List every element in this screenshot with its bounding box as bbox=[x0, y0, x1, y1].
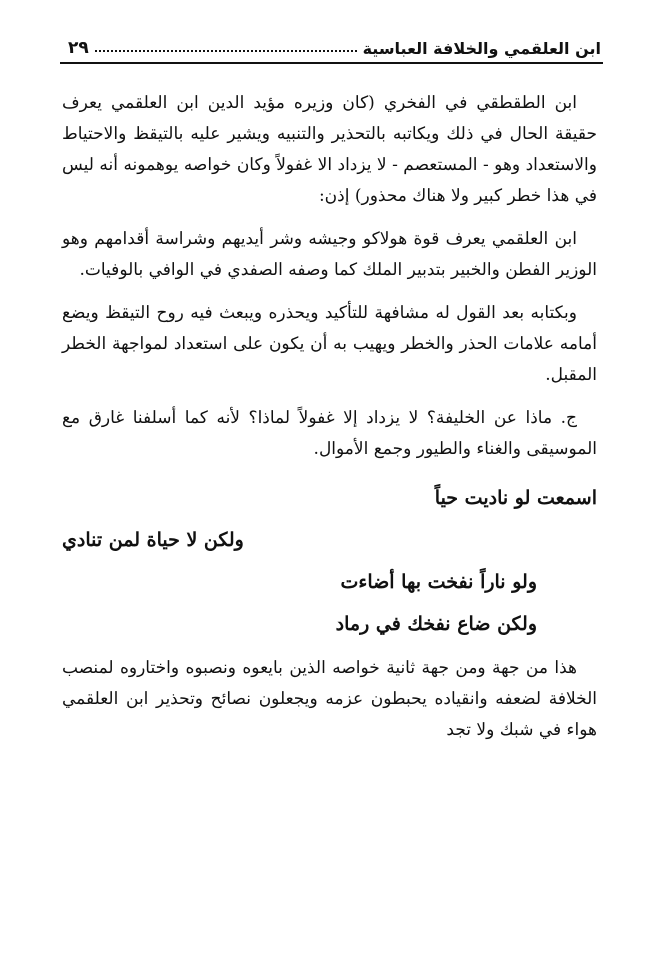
poem-line-2: ولكن لا حياة لمن تنادي bbox=[62, 529, 244, 551]
paragraph-2: ابن العلقمي يعرف قوة هولاكو وجيشه وشر أيديهم وشراسة أقدامهم وهو الوزير الفطن والخبير بتدبير الملك كما وصفه الصفدي في الوافي بالوفيات. bbox=[62, 229, 597, 280]
poem-block bbox=[62, 477, 597, 645]
paragraph-5: هذا من جهة ومن جهة ثانية خواصه الذين بايعوه ونصبوه واختاروه لمنصب الخلافة لضعفه وانقياده يحبطون عزمه ويجعلون نصائح وتحذير ابن العلقمي هواء في شبك ولا تجد bbox=[62, 658, 597, 740]
running-title: ابن العلقمي والخلافة العباسية bbox=[362, 39, 601, 58]
page-body bbox=[62, 88, 597, 758]
poem-line-3: ولو ناراً نفخت بها أضاءت bbox=[340, 571, 537, 593]
page-number: ٢٩ bbox=[68, 38, 89, 58]
leader-dots bbox=[95, 49, 357, 52]
paragraph-1: ابن الطقطقي في الفخري (كان وزيره مؤيد الدين ابن العلقمي يعرف حقيقة الحال في ذلك ويكاتبه بالتحذير والتنبيه ويشير عليه بالتيقظ والاحتياط والاستعداد وهو - المستعصم - لا يزداد الا غفولاً وكان خواصه يوهمونه أنه ليس في هذا خطر كبير ولا هناك محذور) إذن: bbox=[62, 93, 597, 206]
poem-line-1: اسمعت لو ناديت حياً bbox=[434, 487, 597, 509]
running-header bbox=[68, 30, 601, 58]
paragraph-4: ج. ماذا عن الخليفة؟ لا يزداد إلا غفولاً لماذا؟ لأنه كما أسلفنا غارق مع الموسيقى والغناء والطيور وجمع الأموال. bbox=[62, 408, 597, 459]
paragraph-3: وبكتابه بعد القول له مشافهة للتأكيد ويحذره ويبعث فيه روح التيقظ ويضع أمامه علامات الحذر والخطر ويهيب به أن يكون على استعداد لمواجهة الخطر المقبل. bbox=[62, 303, 597, 385]
poem-line-4: ولكن ضاع نفخك في رماد bbox=[335, 613, 537, 635]
header-rule bbox=[60, 62, 603, 64]
